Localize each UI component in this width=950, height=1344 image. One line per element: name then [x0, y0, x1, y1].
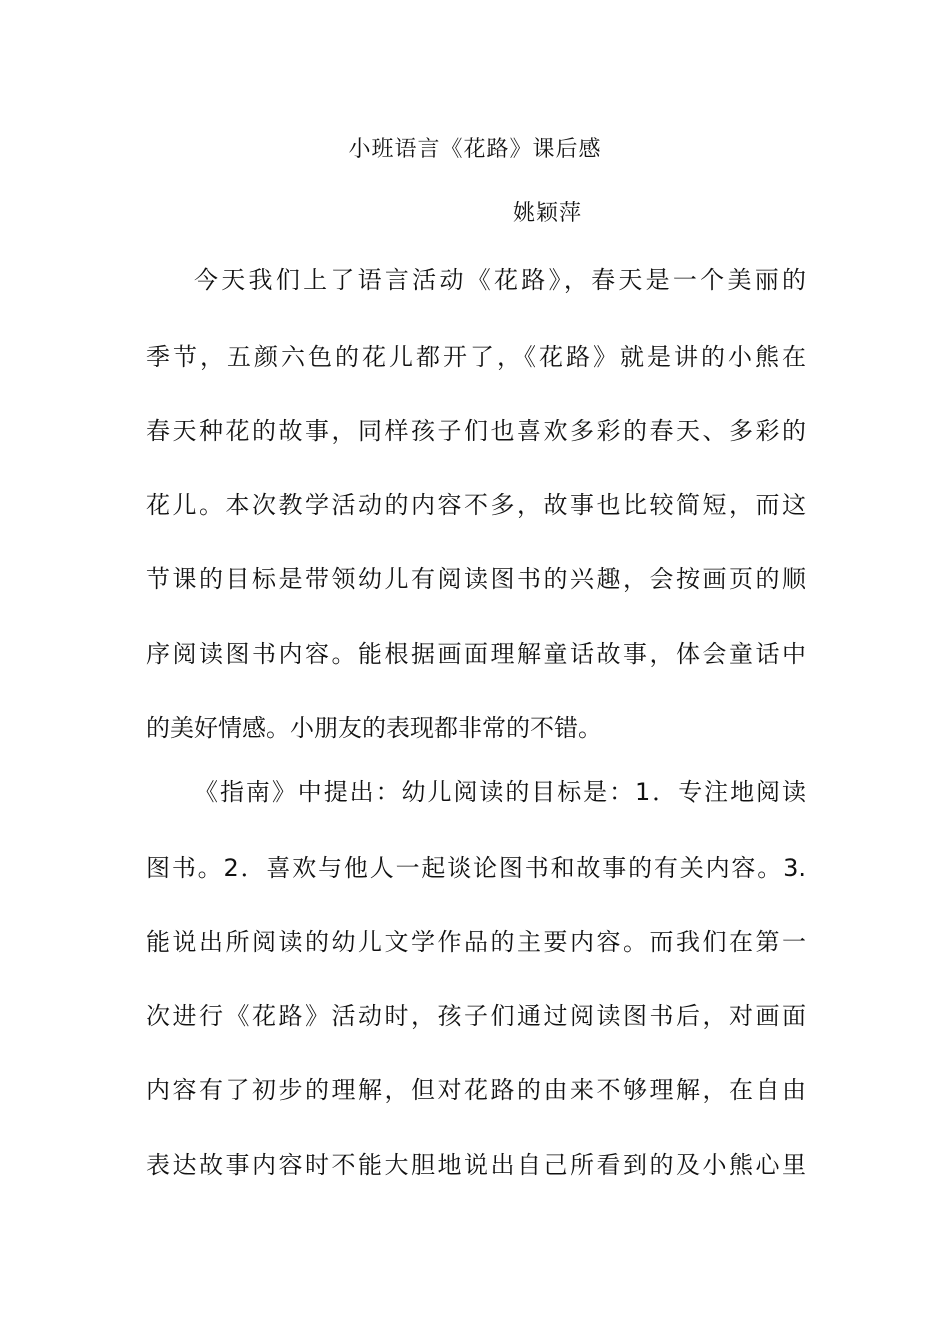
paragraph-1-line-1: 今天我们上了语言活动《花路》，春天是一个美丽的	[194, 266, 806, 294]
paragraph-1-line-2: 季节，五颜六色的花儿都开了，《花路》就是讲的小熊在	[146, 343, 806, 371]
paragraph-2-line-4: 次进行《花路》活动时，孩子们通过阅读图书后，对画面	[146, 1002, 806, 1030]
paragraph-2-line-5: 内容有了初步的理解，但对花路的由来不够理解，在自由	[146, 1076, 806, 1104]
paragraph-1-line-7: 的美好情感。小朋友的表现都非常的不错。	[146, 714, 602, 742]
paragraph-2-line-2: 图书。2．喜欢与他人一起谈论图书和故事的有关内容。3.	[146, 854, 806, 882]
paragraph-1-line-3: 春天种花的故事，同样孩子们也喜欢多彩的春天、多彩的	[146, 417, 806, 445]
paragraph-2-line-1: 《指南》中提出：幼儿阅读的目标是：1．专注地阅读	[194, 778, 806, 806]
paragraph-1-line-5: 节课的目标是带领幼儿有阅读图书的兴趣，会按画页的顺	[146, 565, 806, 593]
paragraph-1-line-6: 序阅读图书内容。能根据画面理解童话故事，体会童话中	[146, 640, 806, 668]
paragraph-1-line-4: 花儿。本次教学活动的内容不多，故事也比较简短，而这	[146, 491, 806, 519]
paragraph-2-line-6: 表达故事内容时不能大胆地说出自己所看到的及小熊心里	[146, 1151, 806, 1179]
document-author: 姚颖萍	[513, 201, 583, 226]
paragraph-2-line-3: 能说出所阅读的幼儿文学作品的主要内容。而我们在第一	[146, 928, 806, 956]
document-title: 小班语言《花路》课后感	[348, 137, 602, 162]
